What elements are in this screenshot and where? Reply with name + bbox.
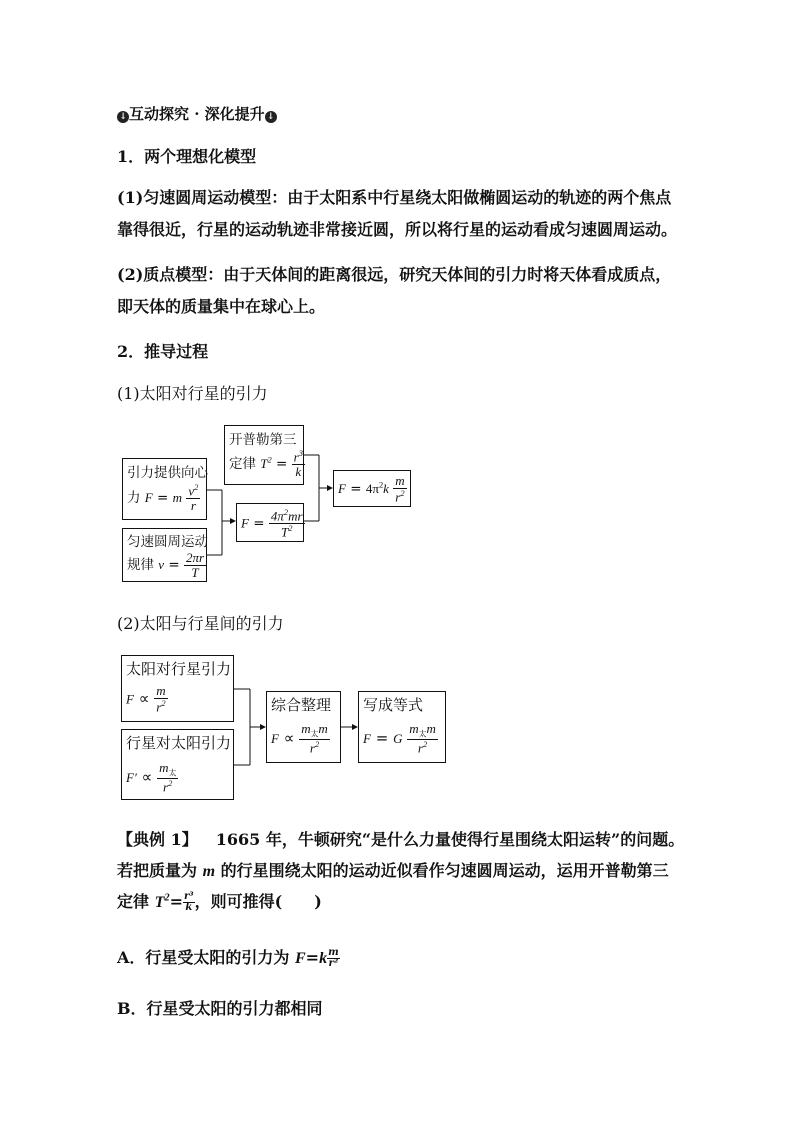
formula-eq: = bbox=[276, 455, 288, 472]
fraction bbox=[186, 483, 200, 513]
formula-symbol: F′ bbox=[126, 769, 137, 785]
example-label: 【典例 1】 bbox=[117, 830, 198, 849]
math-eq: = bbox=[169, 892, 183, 911]
box-formula bbox=[127, 483, 200, 513]
formula-eq: = bbox=[253, 515, 265, 532]
fraction bbox=[184, 551, 206, 579]
box-formula bbox=[363, 722, 438, 755]
fraction-num-rest: mr bbox=[288, 508, 303, 524]
fraction bbox=[327, 948, 340, 969]
sub-heading-2: (2)太阳与行星间的引力 bbox=[117, 614, 284, 633]
box-formula bbox=[338, 474, 407, 504]
example-line3 bbox=[117, 889, 322, 913]
formula-prop: ∝ bbox=[141, 767, 153, 786]
formula-symbol: F bbox=[338, 480, 346, 496]
example-line1-text: 1665 年，牛顿研究“是什么力量使得行星围绕太阳运转”的问题。 bbox=[215, 830, 685, 849]
fraction-num: m bbox=[159, 760, 169, 775]
math-symbol: m bbox=[202, 863, 216, 880]
superscript: 2 bbox=[168, 777, 173, 788]
p2-line1: (2)质点模型：由于天体间的距离很远，研究天体间的引力时将天体看成质点， bbox=[117, 265, 672, 284]
diag1-box-circular-motion bbox=[122, 528, 207, 582]
superscript: 2 bbox=[267, 454, 272, 465]
box-formula bbox=[241, 508, 305, 539]
subscript: 太 bbox=[310, 729, 319, 739]
text: ，则可推得( ) bbox=[194, 892, 322, 911]
down-arrow-circle-icon: ↓ bbox=[265, 111, 277, 123]
math-eq: = bbox=[305, 948, 320, 967]
text: 的行星围绕太阳的运动近似看作匀速圆周运动，运用开普勒第三 bbox=[215, 861, 669, 880]
option-b: B．行星受太阳的引力都相同 bbox=[117, 999, 323, 1018]
fraction-den: k bbox=[295, 463, 302, 479]
box-formula bbox=[271, 722, 330, 755]
example-line1 bbox=[117, 827, 684, 850]
fraction-num: m bbox=[409, 721, 419, 736]
fraction-den: r bbox=[163, 779, 169, 795]
formula-prefix: 力 bbox=[127, 489, 141, 506]
formula-symbol: v bbox=[158, 557, 165, 573]
fraction-den: r bbox=[156, 698, 162, 714]
heading-2: 2．推导过程 bbox=[117, 342, 209, 361]
fraction-num: m bbox=[156, 683, 166, 698]
fraction-num: 2πr bbox=[185, 550, 205, 565]
formula-symbol bbox=[260, 456, 271, 471]
fraction-den: r bbox=[190, 497, 196, 513]
fraction-num-rest: m bbox=[426, 721, 436, 736]
fraction-num: r³ bbox=[183, 891, 194, 902]
formula-symbol: F bbox=[363, 730, 371, 746]
superscript: 2 bbox=[164, 892, 170, 904]
box-title: 匀速圆周运动 bbox=[127, 534, 208, 550]
box-formula bbox=[127, 551, 206, 579]
text: 若把质量为 bbox=[117, 861, 203, 880]
superscript: 2 bbox=[400, 487, 405, 498]
diag1-box-centripetal bbox=[122, 458, 207, 520]
heading-1: 1．两个理想化模型 bbox=[117, 147, 257, 166]
formula-prop: ∝ bbox=[283, 728, 295, 747]
formula-symbol: m bbox=[172, 489, 183, 505]
fraction-num: m bbox=[301, 721, 311, 736]
diag2-box-planet-on-sun bbox=[121, 729, 234, 800]
superscript: 2 bbox=[288, 522, 293, 533]
formula-prefix: 定律 bbox=[229, 455, 256, 472]
superscript: 2 bbox=[161, 697, 166, 708]
box-title: 开普勒第三 bbox=[229, 432, 297, 448]
fraction bbox=[407, 722, 438, 755]
math-symbol: k bbox=[319, 950, 328, 967]
diag1-box-result bbox=[333, 470, 411, 507]
subscript: 太 bbox=[168, 768, 177, 778]
superscript: 2 bbox=[194, 482, 199, 492]
formula-symbol-base: T bbox=[260, 455, 268, 471]
fraction bbox=[393, 474, 406, 504]
p1-line2: 靠得很近，行星的运动轨迹非常接近圆，所以将行星的运动看成匀速圆周运动。 bbox=[117, 220, 678, 239]
box-title: 引力提供向心 bbox=[127, 465, 208, 481]
formula-symbol: F bbox=[144, 489, 153, 505]
box-formula bbox=[126, 761, 178, 794]
diag2-box-equation bbox=[358, 691, 446, 763]
section-title-bar bbox=[117, 103, 277, 124]
formula-eq: = bbox=[168, 557, 180, 574]
option-a-text: A．行星受太阳的引力为 bbox=[117, 948, 295, 967]
fraction-den: r bbox=[309, 740, 315, 756]
fraction-den: k bbox=[185, 902, 193, 913]
superscript: 2 bbox=[422, 738, 428, 749]
box-title: 太阳对行星引力 bbox=[126, 660, 232, 678]
fraction-num: 4π bbox=[270, 508, 284, 524]
box-formula bbox=[229, 449, 305, 479]
formula-symbol: F bbox=[241, 515, 249, 531]
box-title: 行星对太阳引力 bbox=[126, 734, 232, 752]
diag1-box-kepler bbox=[224, 425, 304, 485]
fraction-num: m bbox=[395, 473, 405, 488]
option-a bbox=[117, 945, 340, 969]
superscript: 3 bbox=[298, 448, 303, 458]
superscript: 2 bbox=[378, 479, 384, 490]
formula-eq: = bbox=[350, 480, 362, 497]
fraction-num: v bbox=[188, 483, 195, 499]
down-arrow-circle-icon: ↓ bbox=[117, 111, 129, 123]
p2-line2: 即天体的质量集中在球心上。 bbox=[117, 297, 326, 316]
formula-coef bbox=[366, 481, 383, 496]
box-title: 写成等式 bbox=[363, 696, 424, 714]
superscript: 2 bbox=[283, 507, 289, 517]
formula-eq: = bbox=[157, 489, 169, 506]
formula-symbol: G bbox=[393, 730, 403, 746]
example-line2 bbox=[117, 858, 669, 881]
coef: 4π bbox=[365, 480, 379, 496]
fraction bbox=[299, 722, 330, 755]
diag1-box-force-derived bbox=[236, 503, 304, 542]
formula-symbol: F bbox=[271, 730, 279, 746]
fraction bbox=[183, 892, 195, 913]
box-title: 综合整理 bbox=[271, 696, 332, 714]
superscript: 2 bbox=[314, 738, 320, 749]
fraction bbox=[292, 449, 305, 479]
fraction-den: r bbox=[395, 488, 401, 504]
formula-prefix: 规律 bbox=[127, 557, 154, 574]
fraction-den: T bbox=[191, 564, 199, 580]
math-symbol: F bbox=[295, 950, 306, 967]
sub-heading-1: (1)太阳对行星的引力 bbox=[117, 384, 268, 403]
formula-eq: = bbox=[375, 728, 389, 747]
p1-line1: (1)匀速圆周运动模型：由于太阳系中行星绕太阳做椭圆运动的轨迹的两个焦点 bbox=[117, 188, 672, 207]
diag2-box-sun-on-planet bbox=[121, 655, 234, 722]
formula-symbol: F bbox=[126, 691, 134, 707]
fraction-num: r bbox=[293, 449, 299, 465]
fraction-den: r² bbox=[328, 958, 339, 969]
section-title: 互动探究 · 深化提升 bbox=[129, 105, 265, 123]
fraction-den: T bbox=[280, 524, 289, 540]
formula-symbol: k bbox=[383, 480, 389, 496]
fraction bbox=[269, 508, 305, 539]
math-symbol bbox=[155, 894, 170, 911]
text: 定律 bbox=[117, 892, 155, 911]
fraction-den: r bbox=[417, 740, 423, 756]
box-formula bbox=[126, 684, 168, 714]
formula-prop: ∝ bbox=[138, 689, 150, 708]
fraction-num-rest: m bbox=[318, 721, 328, 736]
fraction-num: m bbox=[328, 947, 339, 958]
subscript: 太 bbox=[418, 729, 427, 739]
fraction bbox=[157, 761, 178, 794]
diag2-box-combine bbox=[266, 691, 341, 763]
math-base: T bbox=[154, 894, 165, 911]
fraction bbox=[154, 684, 167, 714]
